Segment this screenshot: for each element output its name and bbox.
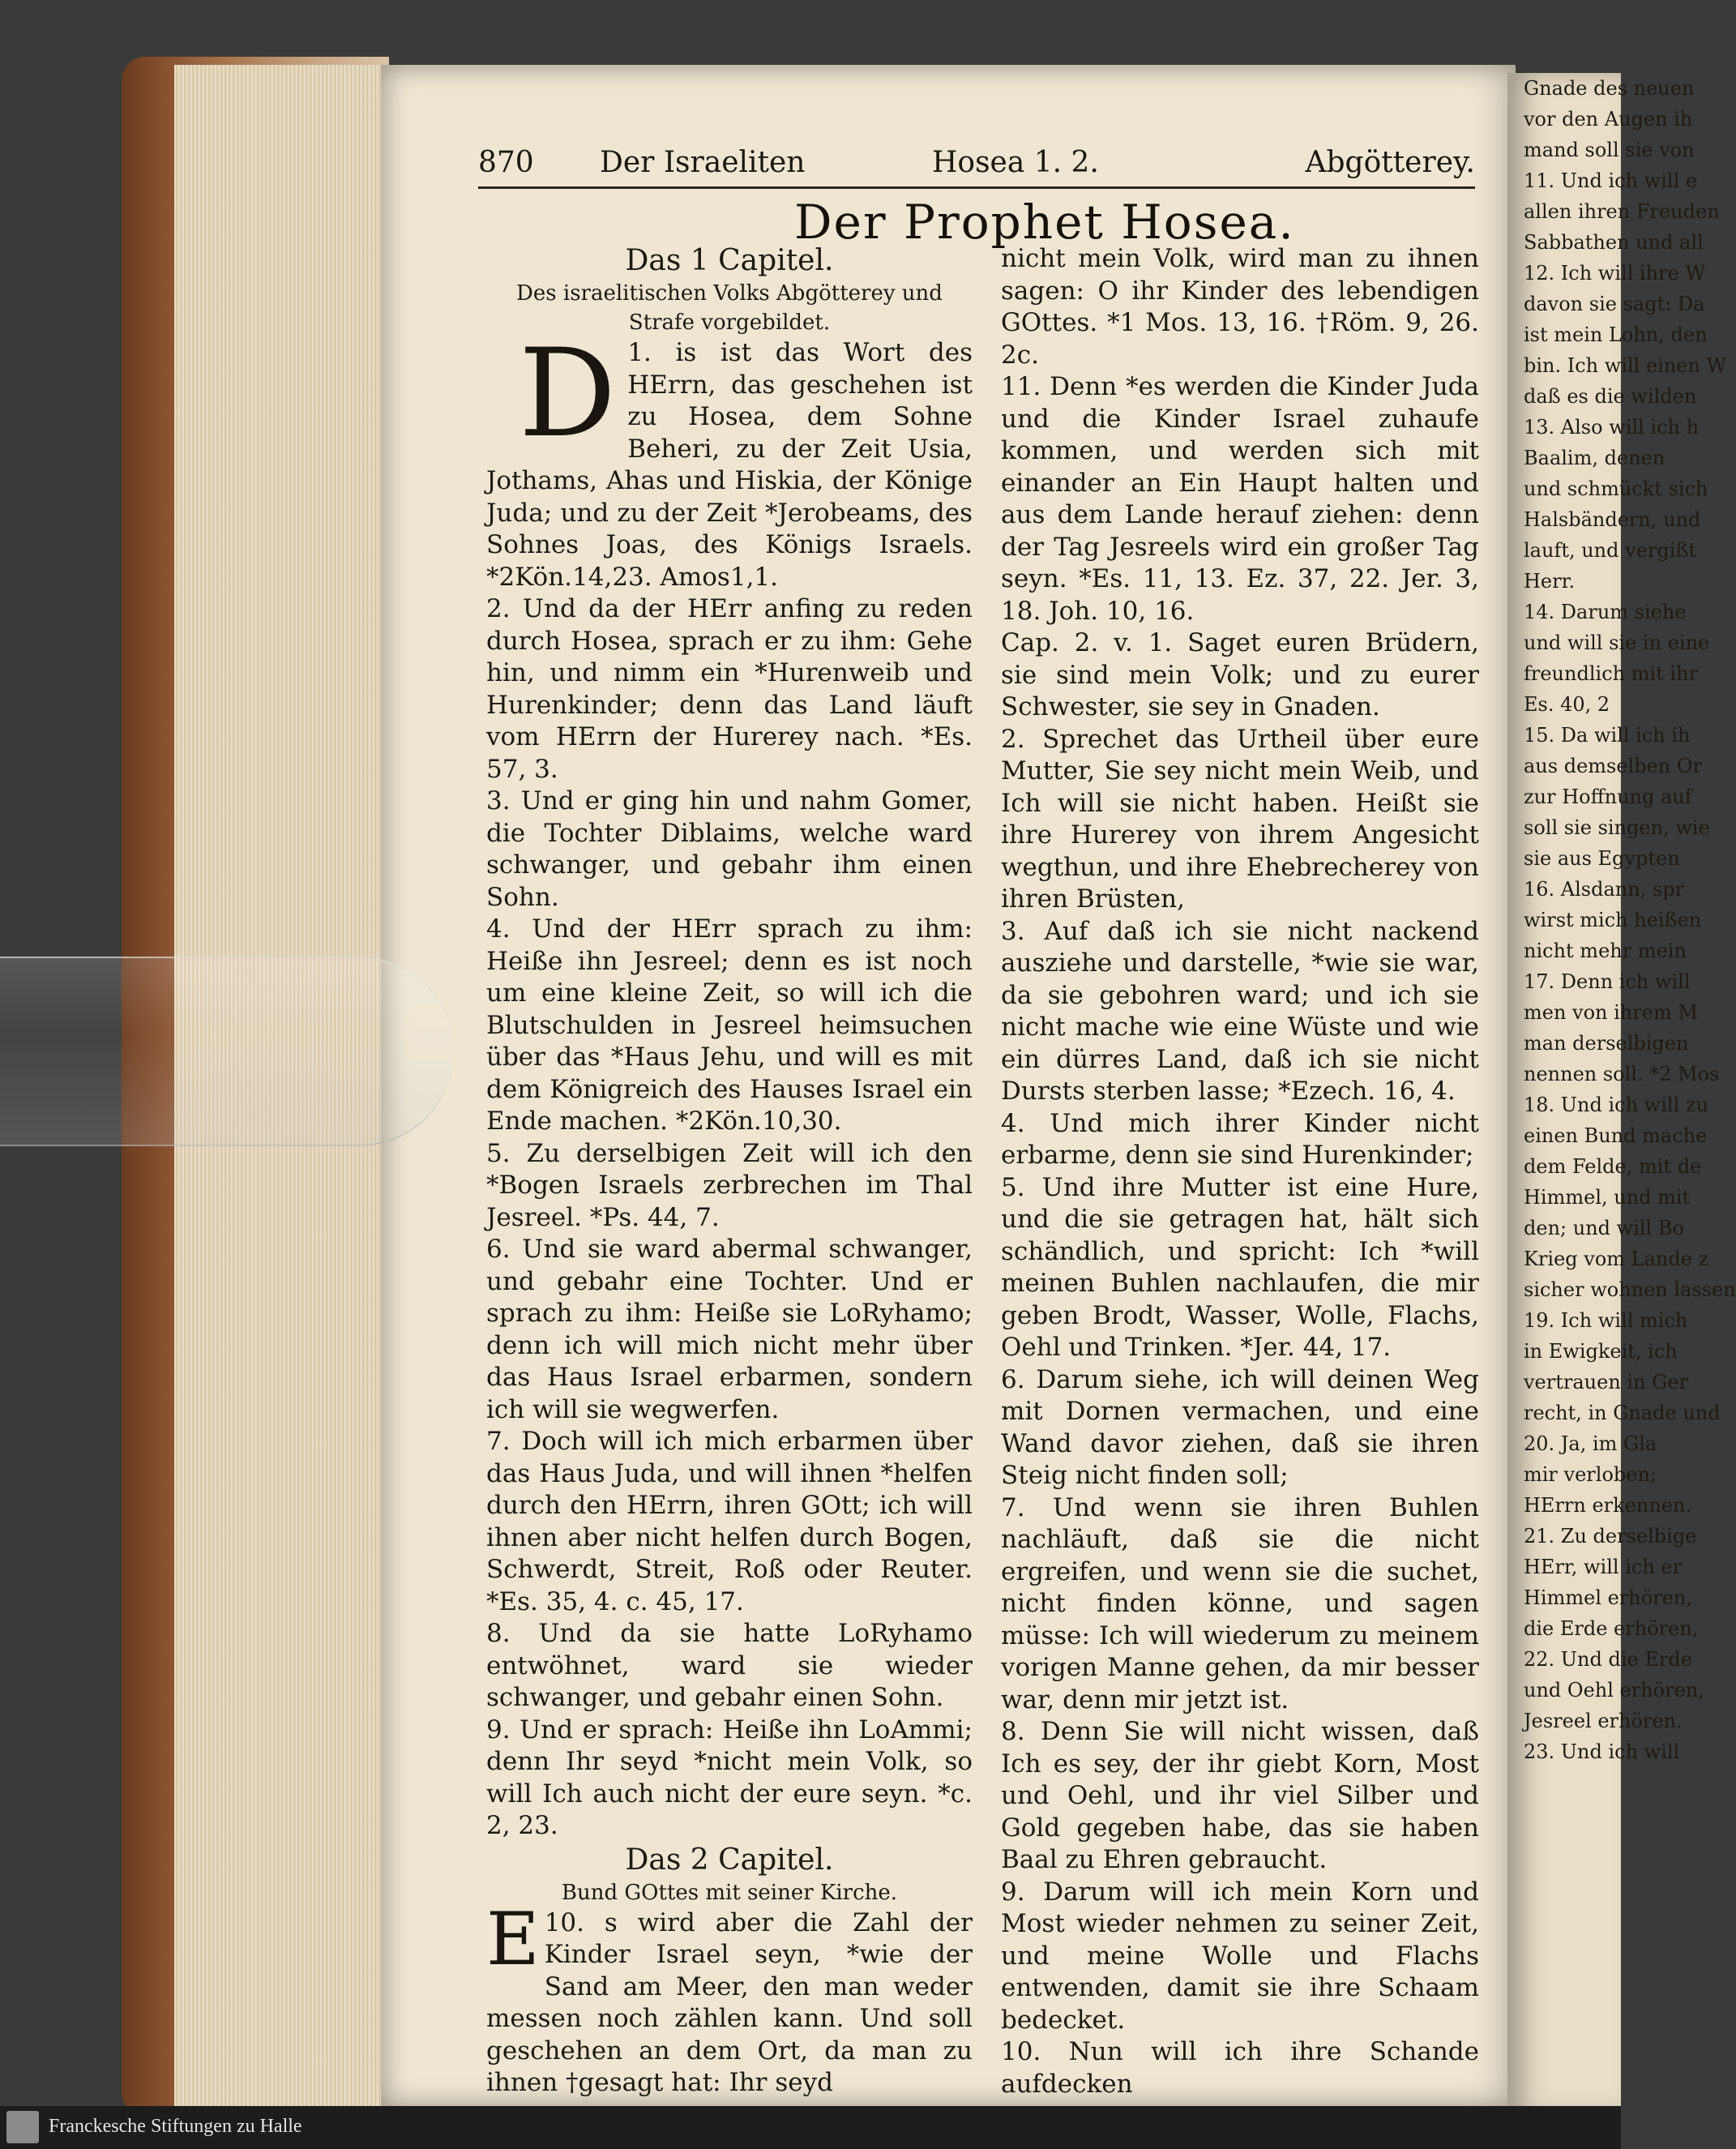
right-page-line: vertrauen in Ger: [1524, 1371, 1689, 1393]
right-page-line: 20. Ja, im Gla: [1524, 1432, 1657, 1455]
right-page-line: Himmel erhören,: [1524, 1586, 1692, 1609]
right-page-line: 13. Also will ich h: [1524, 416, 1700, 439]
verse-paragraph: [1001, 243, 1479, 371]
verse-text: Cap. 2. v. 1. Saget euren Brüdern, sie sind mein Volk; und zu eurer Schwester, sie sey in Gnaden.: [1001, 628, 1479, 721]
verse-text: 8. Und da sie hatte LoRyhamo entwöhnet, ward sie wieder schwanger, und gebahr einen Sohn.: [486, 1619, 973, 1712]
right-page-line: die Erde erhören,: [1524, 1617, 1699, 1640]
right-page-line: 11. Und ich will e: [1524, 169, 1698, 192]
running-title-left: Der Israeliten: [600, 146, 806, 179]
right-page-line: allen ihren Freuden: [1524, 200, 1720, 223]
right-page-line: mir verloben;: [1524, 1463, 1657, 1486]
institution-name: Franckesche Stiftungen zu Halle: [49, 2116, 302, 2137]
verse-paragraph: [486, 1426, 973, 1618]
verse-paragraph: [1001, 1877, 1479, 2037]
right-page-line: 21. Zu derselbige: [1524, 1525, 1697, 1548]
verse-text: 11. Denn *es werden die Kinder Juda und die Kinder Israel zuhaufe kommen, und werden sich mit einander an Ein Haupt halten und aus dem Lande herauf ziehen: denn der Tag Jesreels wird ein großer Tag seyn. *Es. 11, 13. Ez. 37, 22. Jer. 3, 18. Joh. 10, 16.: [1001, 372, 1479, 626]
verse-text: 6. Darum siehe, ich will deinen Weg mit Dornen vermachen, und eine Wand davor ziehen, daß sie ihren Steig nicht finden soll;: [1001, 1364, 1479, 1490]
verse-paragraph: [1001, 371, 1479, 627]
right-page-fragment: [1507, 73, 1736, 2116]
right-page-line: daß es die wilden: [1524, 385, 1697, 408]
right-page-line: Baalim, denen: [1524, 447, 1665, 469]
verse-paragraph: [486, 1234, 973, 1426]
right-page-line: 12. Ich will ihre W: [1524, 262, 1706, 285]
right-page-line: vor den Augen ih: [1524, 108, 1693, 131]
verse-paragraph: [486, 914, 973, 1138]
running-header: [478, 146, 1475, 189]
verse-text: 7. Und wenn sie ihren Buhlen nachläuft, daß sie die nicht ergreifen, und wenn sie die suchet, nicht finden könne, und sagen müsse: Ich will wiederum zu meinem vorigen Manne gehen, da mir besser war, denn mir jetzt ist.: [1001, 1492, 1479, 1714]
right-page-line: HErr, will ich er: [1524, 1556, 1683, 1578]
right-page-line: Gnade des neuen: [1524, 77, 1695, 100]
right-page-line: mand soll sie von: [1524, 139, 1695, 161]
right-page-line: ist mein Lohn, den: [1524, 323, 1708, 346]
right-page-line: Krieg vom Lande z: [1524, 1248, 1709, 1270]
right-page-line: Himmel, und mit: [1524, 1186, 1691, 1209]
right-page-line: 14. Darum siehe: [1524, 601, 1687, 623]
right-page-line: lauft, und vergißt: [1524, 539, 1697, 562]
right-page-line: wirst mich heißen: [1524, 909, 1702, 931]
right-page-line: bin. Ich will einen W: [1524, 354, 1727, 377]
verse-text: 3. Und er ging hin und nahm Gomer, die Tochter Diblaims, welche ward schwanger, und gebahr ihm einen Sohn.: [486, 786, 973, 912]
verse-paragraph: [1001, 1492, 1479, 1717]
footer-bar: [0, 2106, 1621, 2149]
right-page-line: men von ihrem M: [1524, 1001, 1698, 1024]
verse-text: Des israelitischen Volks Abgötterey und Strafe vorgebildet.: [516, 281, 943, 335]
page-number: 870: [478, 146, 534, 179]
verse-paragraph: [486, 593, 973, 786]
right-page-line: sie aus Egypten: [1524, 847, 1680, 870]
right-text-column: [1001, 243, 1479, 2133]
verse-paragraph: [1001, 627, 1479, 724]
right-page-line: Es. 40, 2: [1524, 693, 1610, 716]
verse-text: 8. Denn Sie will nicht wissen, daß Ich es sey, der ihr giebt Korn, Most und Oehl, und ihr viel Silber und Gold gegeben habe, das sie haben Baal zu Ehren gebraucht.: [1001, 1717, 1479, 1874]
running-title-center: Hosea 1. 2.: [932, 146, 1099, 179]
verse-text: 4. Und mich ihrer Kinder nicht erbarme, denn sie sind Hurenkinder;: [1001, 1108, 1479, 1170]
right-page-line: Herr.: [1524, 570, 1576, 593]
verse-text: 10. Nun will ich ihre Schande aufdecken: [1001, 2037, 1479, 2099]
verse-paragraph: [1001, 1716, 1479, 1877]
right-page-line: Sabbathen und all: [1524, 231, 1704, 254]
verse-text: 1. is ist das Wort des HErrn, das geschehen ist zu Hosea, dem Sohne Beheri, zu der Zeit Usia, Jothams, Ahas und Hiskia, der Könige Juda; und zu der Zeit *Jerobeams, des Sohnes Joas, des Königs Israels. *2Kön.14,23. Amos1,1.: [486, 338, 973, 592]
verse-text: 10. s wird aber die Zahl der Kinder Israel seyn, *wie der Sand am Meer, den man weder messen noch zählen kann. Und soll geschehen an dem Ort, da man zu ihnen †gesagt hat: Ihr seyd: [486, 1907, 973, 2097]
verse-paragraph: [1001, 724, 1479, 916]
verse-text: 9. Darum will ich mein Korn und Most wieder nehmen zu seiner Zeit, und meine Wolle und Flachs entwenden, damit sie ihre Schaam bedecket.: [1001, 1877, 1479, 2035]
verse-text: 2. Sprechet das Urtheil über eure Mutter, Sie sey nicht mein Weib, und Ich will sie nicht haben. Heißt sie ihre Hurerey von ihrem Angesicht wegthun, und ihre Ehebrecherey von ihren Brüsten,: [1001, 724, 1479, 914]
right-page-line: HErrn erkennen.: [1524, 1494, 1692, 1517]
verse-text: Das 1 Capitel.: [625, 244, 834, 277]
right-page-line: soll sie singen, wie: [1524, 816, 1710, 839]
verse-text: Bund GOttes mit seiner Kirche.: [561, 1880, 898, 1905]
right-page-line: und Oehl erhören,: [1524, 1679, 1704, 1702]
verse-text: 5. Zu derselbigen Zeit will ich den *Bogen Israels zerbrechen im Thal Jesreel. *Ps. 44, 7.: [486, 1138, 973, 1232]
verse-paragraph: [486, 1138, 973, 1235]
verse-text: 9. Und er sprach: Heiße ihn LoAmmi; denn Ihr seyd *nicht mein Volk, so will Ich auch nicht der eure seyn. *c. 2, 23.: [486, 1714, 973, 1840]
verse-paragraph: [486, 786, 973, 914]
right-page-line: 23. Und ich will: [1524, 1740, 1680, 1763]
right-page-line: einen Bund mache: [1524, 1124, 1708, 1147]
verse-paragraph: [1001, 1364, 1479, 1492]
verse-text: 5. Und ihre Mutter ist eine Hure, und die sie getragen hat, hält sich schändlich, und spricht: Ich *will meinen Buhlen nachlaufen, die mir geben Brodt, Wasser, Wolle, Flachs, Oehl und Trinken. *Jer. 44, 17.: [1001, 1172, 1479, 1362]
verse-text: Das 2 Capitel.: [625, 1843, 834, 1877]
verse-text: 7. Doch will ich mich erbarmen über das Haus Juda, und will ihnen *helfen durch den HErrn, ihren GOtt; ich will ihnen aber nicht helfen durch Bogen, Schwerdt, Streit, Roß oder Reuter. *Es. 35, 4. c. 45, 17.: [486, 1427, 973, 1616]
right-page-line: in Ewigkeit, ich: [1524, 1340, 1678, 1363]
right-page-line: aus demselben Or: [1524, 755, 1703, 777]
right-page-line: sicher wohnen lassen: [1524, 1278, 1736, 1301]
chapter-heading: [486, 1843, 973, 1878]
right-page-line: den; und will Bo: [1524, 1217, 1684, 1239]
verse-paragraph: [1001, 916, 1479, 1108]
verse-paragraph: [486, 1618, 973, 1714]
drop-capital: D: [519, 323, 617, 464]
right-page-line: 22. Und die Erde: [1524, 1648, 1692, 1671]
right-page-line: Jesreel erhören.: [1524, 1710, 1683, 1732]
verse-text: 4. Und der HErr sprach zu ihm: Heiße ihn Jesreel; denn es ist noch um eine kleine Zeit, so will ich die Blutschulden in Jesreel heimsuchen über das *Haus Jehu, und will es mit dem Königreich des Hauses Israel ein Ende machen. *2Kön.10,30.: [486, 914, 973, 1136]
right-page-line: nennen soll. *2 Mos: [1524, 1063, 1720, 1085]
verse-paragraph: [1001, 1108, 1479, 1172]
right-page-line: 17. Denn ich will: [1524, 970, 1691, 993]
chapter-heading: [486, 243, 973, 279]
right-page-line: 19. Ich will mich: [1524, 1309, 1688, 1332]
right-page-line: zur Hoffnung auf: [1524, 786, 1692, 808]
chapter-summary: [486, 1878, 973, 1907]
right-page-line: und will sie in eine: [1524, 631, 1710, 654]
verse-text: nicht mein Volk, wird man zu ihnen sagen: O ihr Kinder des lebendigen GOttes. *1 Mos. 13, 16. †Röm. 9, 26. 2c.: [1001, 244, 1479, 370]
right-page-line: man derselbigen: [1524, 1032, 1689, 1055]
verse-text: 2. Und da der HErr anfing zu reden durch Hosea, sprach er zu ihm: Gehe hin, und nimm ein *Hurenweib und Hurenkinder; denn das Land läuft vom HErrn der Hurerey nach. *Es. 57, 3.: [486, 594, 973, 784]
transparent-ruler: [0, 957, 454, 1146]
right-page-line: Halsbändern, und: [1524, 508, 1701, 531]
running-title-right: Abgötterey.: [1305, 146, 1475, 179]
verse-paragraph: [486, 1896, 973, 2100]
verse-text: 6. Und sie ward abermal schwanger, und gebahr eine Tochter. Und er sprach zu ihm: Heiße sie LoRyhamo; denn ich will mich nicht mehr über das Haus Israel erbarmen, sondern ich will sie wegwerfen.: [486, 1235, 973, 1424]
institution-logo-icon: [6, 2111, 39, 2143]
right-page-line: dem Felde, mit de: [1524, 1155, 1702, 1178]
verse-text: 3. Auf daß ich sie nicht nackend ausziehe und darstelle, *wie sie war, da sie gebohren ward; und ich sie nicht mache wie eine Wüste und wie ein dürres Land, daß ich sie nicht Dursts sterben lasse; *Ezech. 16, 4.: [1001, 916, 1479, 1106]
verse-paragraph: [1001, 1172, 1479, 1364]
left-text-column: [486, 243, 973, 2100]
right-page-line: recht, in Gnade und: [1524, 1402, 1721, 1424]
right-page-line: 15. Da will ich ih: [1524, 724, 1691, 747]
right-page-line: nicht mehr mein: [1524, 940, 1687, 962]
right-page-line: 18. Und ich will zu: [1524, 1094, 1708, 1116]
drop-capital: E: [486, 1896, 540, 1982]
right-page-line: freundlich mit ihr: [1524, 662, 1699, 685]
right-page-line: und schmückt sich: [1524, 477, 1708, 500]
right-page-line: 16. Alsdann, spr: [1524, 878, 1685, 901]
verse-paragraph: [486, 323, 973, 593]
right-page-line: davon sie sagt: Da: [1524, 293, 1705, 315]
verse-paragraph: [486, 1714, 973, 1843]
book-title: Der Prophet Hosea.: [794, 195, 1295, 250]
verse-paragraph: [1001, 2036, 1479, 2100]
